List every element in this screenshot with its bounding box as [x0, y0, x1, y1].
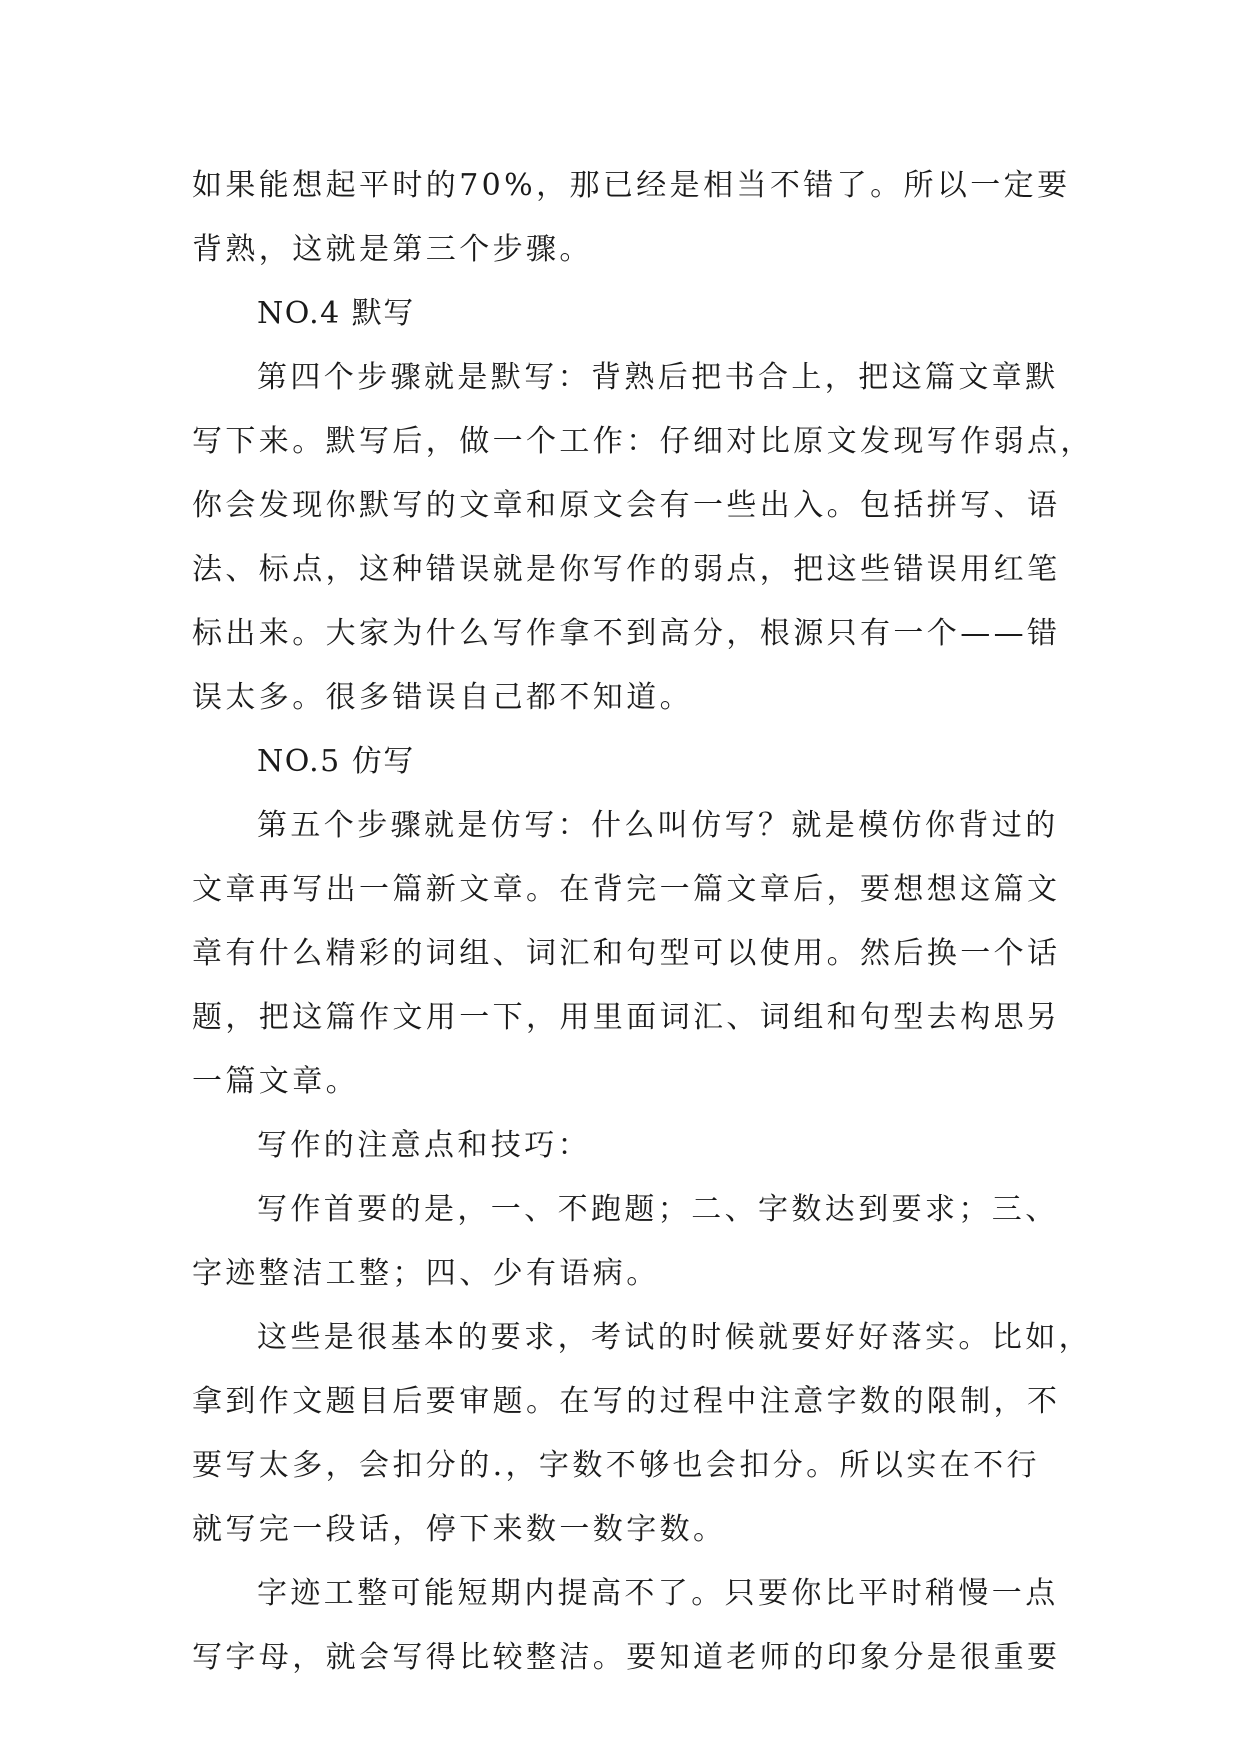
text-line: 写作首要的是，一、不跑题；二、字数达到要求；三、: [257, 1192, 1059, 1227]
section-heading-tips: 写作的注意点和技巧：: [257, 1128, 591, 1163]
text-line: 误太多。很多错误自己都不知道。: [192, 680, 693, 715]
section-heading-no4: NO.4 默写: [257, 296, 415, 331]
text-line: 题，把这篇作文用一下，用里面词汇、词组和句型去构思另: [192, 1000, 1061, 1035]
text-line: 如果能想起平时的70%，那已经是相当不错了。所以一定要: [192, 168, 1071, 203]
text-line: 字迹整洁工整；四、少有语病。: [192, 1256, 660, 1291]
text-line: 字迹工整可能短期内提高不了。只要你比平时稍慢一点: [257, 1576, 1059, 1611]
text-line: 这些是很基本的要求，考试的时候就要好好落实。比如，: [257, 1320, 1092, 1355]
text-line: 标出来。大家为什么写作拿不到高分，根源只有一个——错: [192, 616, 1061, 651]
text-line: 背熟，这就是第三个步骤。: [192, 232, 593, 267]
text-line: 就写完一段话，停下来数一数字数。: [192, 1512, 727, 1547]
text-line: 拿到作文题目后要审题。在写的过程中注意字数的限制，不: [192, 1384, 1061, 1419]
text-line: 法、标点，这种错误就是你写作的弱点，把这些错误用红笔: [192, 552, 1061, 587]
document-body: [192, 154, 1094, 1690]
text-line: 要写太多，会扣分的.，字数不够也会扣分。所以实在不行: [192, 1448, 1040, 1483]
text-line: 第五个步骤就是仿写：什么叫仿写？就是模仿你背过的: [257, 808, 1059, 843]
section-heading-no5: NO.5 仿写: [257, 744, 415, 779]
text-line: 文章再写出一篇新文章。在背完一篇文章后，要想想这篇文: [192, 872, 1061, 907]
text-line: 一篇文章。: [192, 1064, 359, 1099]
text-line: 第四个步骤就是默写：背熟后把书合上，把这篇文章默: [257, 360, 1059, 395]
text-line: 章有什么精彩的词组、词汇和句型可以使用。然后换一个话: [192, 936, 1061, 971]
text-line: 写下来。默写后，做一个工作：仔细对比原文发现写作弱点，: [192, 424, 1094, 459]
text-line: 写字母，就会写得比较整洁。要知道老师的印象分是很重要: [192, 1640, 1061, 1675]
text-line: 你会发现你默写的文章和原文会有一些出入。包括拼写、语: [192, 488, 1061, 523]
